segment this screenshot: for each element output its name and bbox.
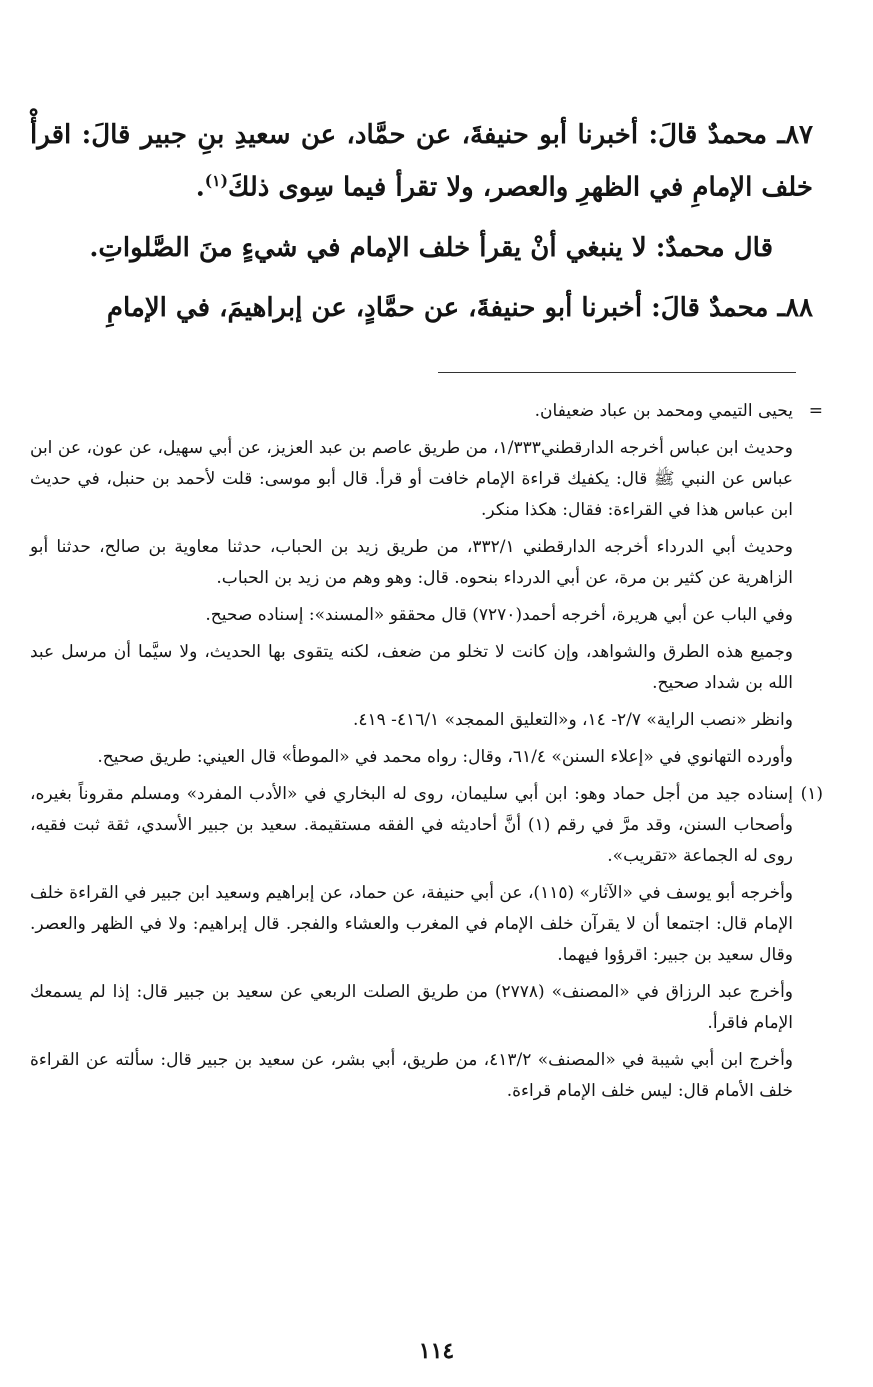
footnote-paragraph: وانظر «نصب الراية» ٢/٧- ١٤، و«التعليق الممجد» ٤١٦/١- ٤١٩. [352, 710, 793, 730]
footnote-paragraph: وأخرجه أبو يوسف في «الآثار» (١١٥)، عن أبي حنيفة، عن حماد، عن إبراهيم وسعيد ابن جبير في القراءة خلف الإمام قال: اجتمعا أن لا يقرآن خلف الإمام في المغرب والعشاء والفجر. قال إبراهيم: ولا في الظهر والعصر. وقال سعيد بن جبير: اقرؤوا فيهما. [30, 883, 794, 965]
footnote-paragraph: وجميع هذه الطرق والشواهد، وإن كانت لا تخلو من ضعف، لكنه يتقوى بها الحديث، ولا سيَّما أن مرسل عبد الله بن شداد صحيح. [30, 642, 793, 693]
paragraph-87-text: ٨٧ـ محمدٌ قالَ: أخبرنا أبو حنيفةَ، عن حمَّاد، عن سعيدِ بنِ جبير قالَ: اقرأْ خلف الإمامِ في الظهرِ والعصر، ولا تقرأ فيما سِوى ذلكَ [30, 120, 813, 203]
page-number: ١١٤ [418, 1338, 455, 1364]
footnote-paragraph: وحديث ابن عباس أخرجه الدارقطني١/٣٣٣، من طريق عاصم بن عبد العزيز، عن أبي سهيل، عن عون، عن ابن عباس عن النبي ﷺ قال: يكفيك قراءة الإمام خافت أو قرأ. قال أبو موسى: قلت لأحمد بن حنبل، في حديث ابن عباس هذا في القراءة: فقال: هكذا منكر. [30, 438, 793, 520]
footnote-1-marker: (١) [800, 784, 823, 804]
footnote-line: يحيى التيمي ومحمد بن عباد ضعيفان. [534, 401, 793, 421]
footnote-paragraph: وأخرج عبد الرزاق في «المصنف» (٢٧٧٨) من طريق الصلت الربعي عن سعيد بن جبير قال: إذا لم يسمعك الإمام فاقرأ. [30, 982, 793, 1033]
paragraph-muhammad-comment: قال محمدٌ: لا ينبغي أنْ يقرأ خلف الإمام في شيءٍ منَ الصَّلواتِ. [89, 232, 773, 263]
footnote-paragraph: وحديث أبي الدرداء أخرجه الدارقطني ٣٣٢/١، من طريق زيد بن الحباب، حدثنا معاوية بن صالح، حدثنا أبو الزاهرية عن كثير بن مرة، عن أبي الدرداء بنحوه. قال: وهو وهم من زيد بن الحباب. [30, 537, 793, 588]
footnote-paragraph: وأخرج ابن أبي شيبة في «المصنف» ٤١٣/٢، من طريق، أبي بشر، عن سعيد بن جبير قال: سألته عن القراءة خلف الأمام قال: ليس خلف الإمام قراءة. [30, 1050, 793, 1101]
footnote-continuation [30, 396, 821, 427]
footnote-ref[interactable]: (١) [204, 171, 228, 190]
continuation-mark: = [808, 401, 823, 421]
footnote-divider [438, 372, 796, 373]
footnote-paragraph: وفي الباب عن أبي هريرة، أخرجه أحمد(٧٢٧٠) قال محققو «المسند»: إسناده صحيح. [205, 605, 793, 625]
footnote-1 [30, 779, 821, 872]
main-text [30, 112, 813, 345]
paragraph-87-end: . [195, 172, 205, 203]
footnotes [30, 396, 821, 1113]
paragraph-87 [30, 112, 813, 211]
footnote-paragraph: وأورده التهانوي في «إعلاء السنن» ٦١/٤، وقال: رواه محمد في «الموطأ» قال العيني: طريق صحيح. [97, 747, 793, 767]
paragraph-88: ٨٨ـ محمدٌ قالَ: أخبرنا أبو حنيفةَ، عن حمَّادٍ، عن إبراهيمَ، في الإمامِ [106, 292, 813, 323]
footnote-line: إسناده جيد من أجل حماد وهو: ابن أبي سليمان، روى له البخاري في «الأدب المفرد» ومسلم مقروناً بغيره، وأصحاب السنن، وقد مرَّ في رقم (١) أنَّ أحاديثه في الفقه مستقيمة. سعيد بن جبير الأسدي، ثقة ثبت فقيه، روى له الجماعة «تقريب». [30, 784, 793, 866]
